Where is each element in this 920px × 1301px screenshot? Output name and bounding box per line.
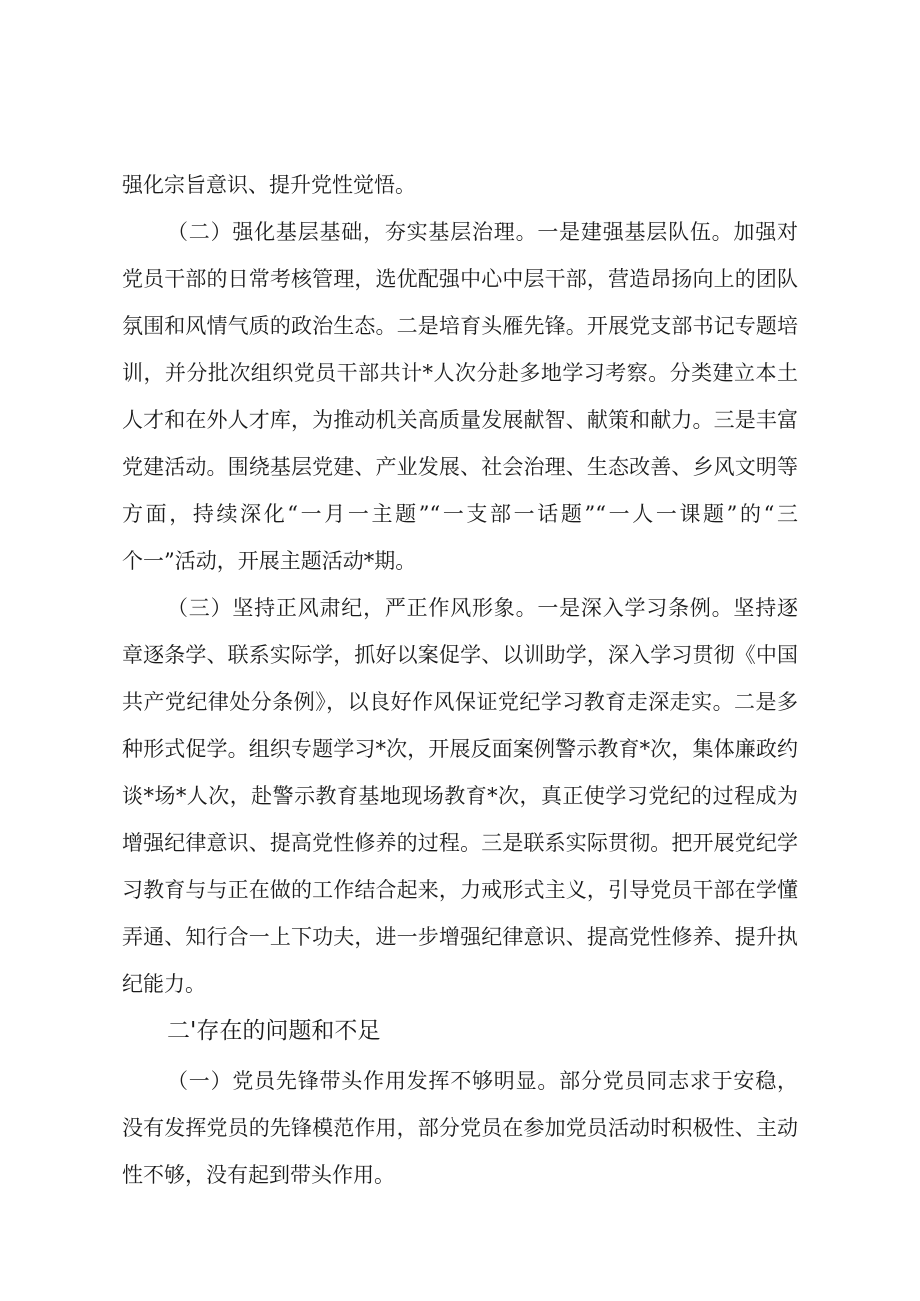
paragraph-line: （二）强化基层基础，夯实基层治理。一是建强基层队伍。加强对 [167,220,798,244]
paragraph-line: （三）坚持正风肃纪，严正作风形象。一是深入学习条例。坚持逐 [167,596,798,620]
paragraph-line: 章逐条学、联系实际学，抓好以案促学、以训助学，深入学习贯彻《中国 [122,643,798,667]
paragraph-line: 增强纪律意识、提高党性修养的过程。三是联系实际贯彻。把开展党纪学 [122,831,798,855]
paragraph-line: 没有发挥党员的先锋模范作用，部分党员在参加党员活动时积极性、主动 [122,1116,798,1140]
paragraph-line: 个一”活动，开展主题活动*期。 [122,549,417,573]
paragraph-line: 人才和在外人才库，为推动机关高质量发展献智、献策和献力。三是丰富 [122,408,798,432]
paragraph-line: 党建活动。围绕基层党建、产业发展、社会治理、生态改善、乡风文明等 [122,455,798,479]
paragraph-line: 党员干部的日常考核管理，选优配强中心中层干部，营造昂扬向上的团队 [122,267,798,291]
paragraph-line: 种形式促学。组织专题学习*次，开展反面案例警示教育*次，集体廉政约 [122,737,798,761]
paragraph-line: 共产党纪律处分条例》，以良好作风保证党纪学习教育走深走实。二是多 [122,690,798,714]
paragraph-line: 习教育与与正在做的工作结合起来，力戒形式主义，引导党员干部在学懂 [122,878,798,902]
section-heading: 二'存在的问题和不足 [167,1018,381,1044]
paragraph-line: （一）党员先锋带头作用发挥不够明显。部分党员同志求于安稳， [167,1069,798,1093]
paragraph-line: 训，并分批次组织党员干部共计*人次分赴多地学习考察。分类建立本土 [122,361,798,385]
paragraph-line: 强化宗旨意识、提升党性觉悟。 [122,173,416,197]
paragraph-line: 氛围和风情气质的政治生态。二是培育头雁先锋。开展党支部书记专题培 [122,314,798,338]
paragraph-line: 性不够，没有起到带头作用。 [122,1163,395,1187]
paragraph-line: 弄通、知行合一上下功夫，进一步增强纪律意识、提高党性修养、提升执 [122,925,798,949]
paragraph-line: 谈*场*人次，赴警示教育基地现场教育*次，真正使学习党纪的过程成为 [122,784,798,808]
paragraph-line: 方面，持续深化“一月一主题”“一支部一话题”“一人一课题”的“三 [122,502,798,526]
paragraph-line: 纪能力。 [122,972,206,996]
